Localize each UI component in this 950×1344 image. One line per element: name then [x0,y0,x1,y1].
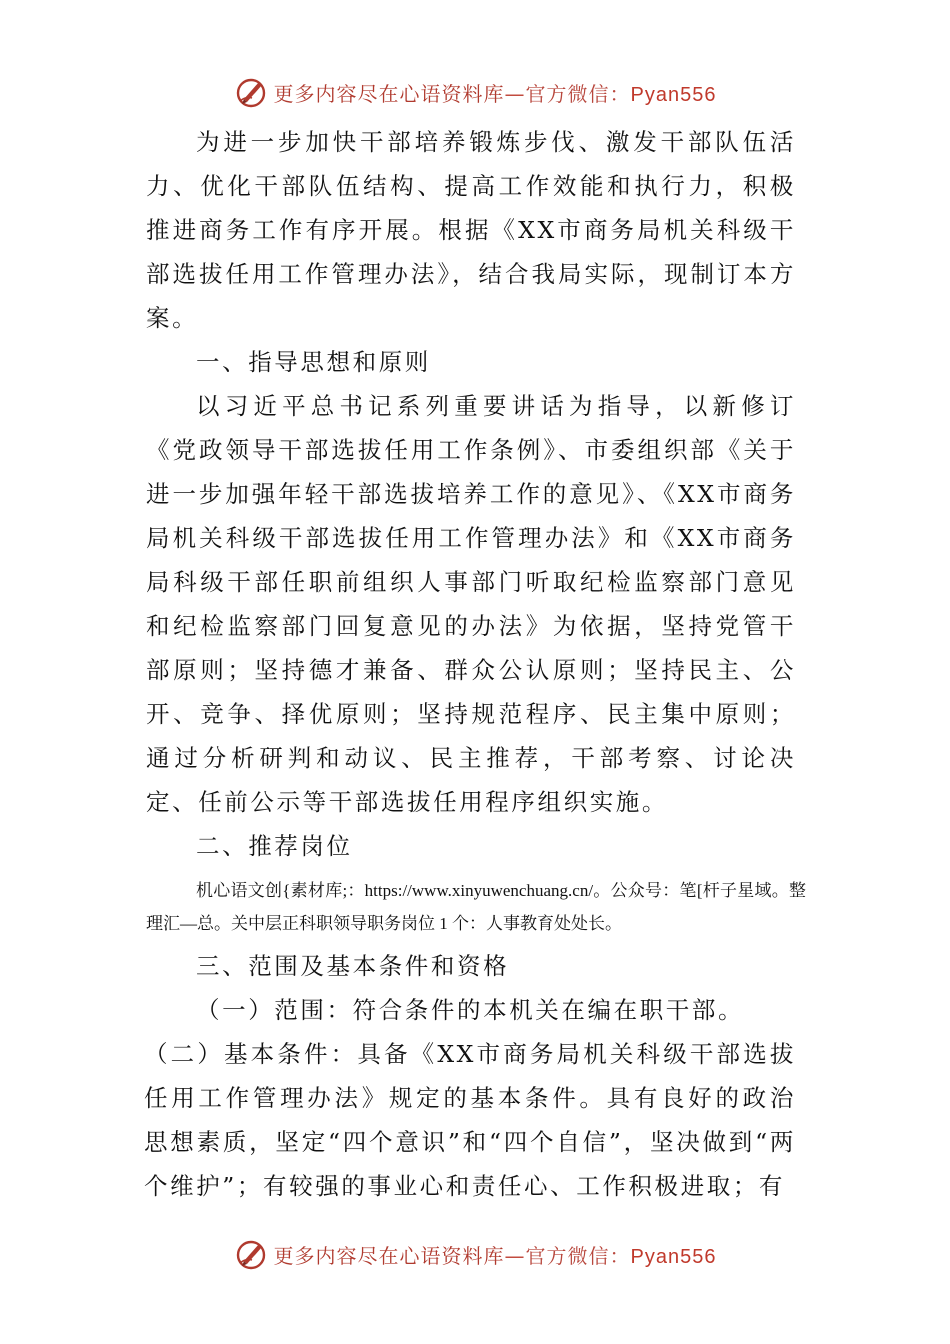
pen-logo-icon [234,74,270,110]
watermark-text: 更多内容尽在心语资料库—官方微信：Pyan556 [273,1243,717,1268]
header-watermark [0,70,950,114]
document-body [144,120,806,1208]
basic-conditions-paragraph: （二）基本条件：具备《XX市商务局机关科级干部选拔任用工作管理办法》规定的基本条件。具有良好的政治思想素质，坚定“四个意识”和“四个自信”，坚决做到“两个维护”；有较强的事业心和责任心、工作积极进取；有 [144,1040,796,1200]
pen-logo-icon [234,1236,270,1272]
section-heading-3: 三、范围及基本条件和资格 [196,952,510,980]
watermark-text: 更多内容尽在心语资料库—官方微信：Pyan556 [273,81,717,106]
section-heading-2: 二、推荐岗位 [196,832,353,860]
position-paragraph: 机心语文创{素材库;：https://www.xinyuwenchuang.cn/。公众号：笔[杆子星域。整理汇—总。关中层正科职领导职务岗位 1 个：人事教育处处长。 [146,881,806,933]
footer-watermark [0,1232,950,1276]
scope-paragraph: （一）范围：符合条件的本机关在编在职干部。 [196,996,745,1024]
intro-paragraph: 为进一步加快干部培养锻炼步伐、激发干部队伍活力、优化干部队伍结构、提高工作效能和执行力，积极推进商务工作有序开展。根据《XX市商务局机关科级干部选拔任用工作管理办法》，结合我局实际，现制订本方案。 [146,128,796,332]
guiding-principles-paragraph: 以习近平总书记系列重要讲话为指导，以新修订《党政领导干部选拔任用工作条例》、市委组织部《关于进一步加强年轻干部选拔培养工作的意见》、《XX市商务局机关科级干部选拔任用工作管理办法》和《XX市商务局科级干部任职前组织人事部门听取纪检监察部门意见和纪检监察部门回复意见的办法》为依据，坚持党管干部原则；坚持德才兼备、群众公认原则；坚持民主、公开、竞争、择优原则；坚持规范程序、民主集中原则；通过分析研判和动议、民主推荐，干部考察、讨论决定、任前公示等干部选拔任用程序组织实施。 [146,392,796,816]
section-heading-1: 一、指导思想和原则 [196,348,431,376]
